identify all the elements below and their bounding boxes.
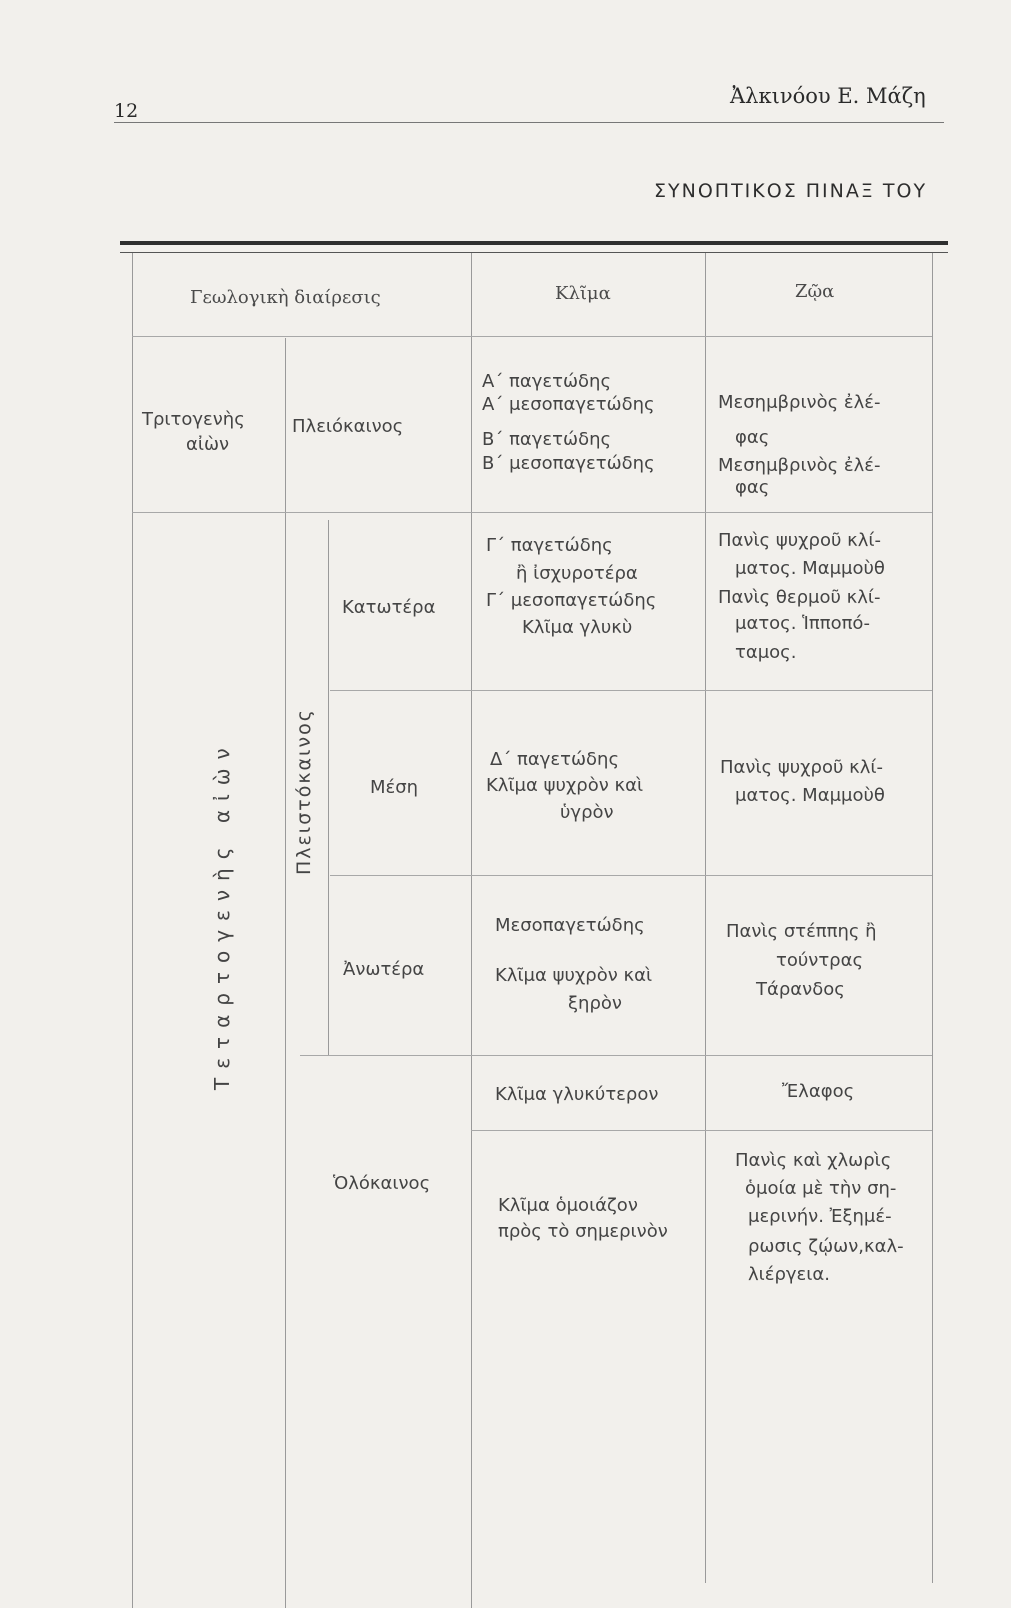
climate-line: Γ΄ μεσοπαγετώδης [486,590,657,611]
climate-line: Α΄ παγετώδης [482,371,612,392]
subperiod-lower: Κατωτέρα [342,597,436,618]
animals-line: λιέργεια. [748,1264,830,1285]
animals-line: Τάρανδος [756,979,845,1000]
grid-line [285,338,286,1608]
climate-line: Γ΄ παγετώδης [486,535,613,556]
climate-line: Μεσοπαγετώδης [495,915,645,936]
period-holocene: Ὁλόκαινος [333,1173,431,1194]
climate-line: ὑγρὸν [560,802,614,823]
era-tertiary-line1: Τριτογενὴς [142,409,245,430]
header-geology: Γεωλογικὴ διαίρεσις [190,287,381,308]
animals-line: ματος. Ἱπποπό- [735,613,870,634]
animals-line: Πανὶς στέππης ἢ [726,921,877,942]
animals-line: Μεσημβρινὸς ἐλέ- [718,392,881,413]
grid-line [328,520,329,1055]
table-top-thin-rule [120,252,948,253]
era-tertiary-line2: αἰὼν [186,434,230,455]
grid-line [132,512,932,513]
climate-line: ξηρὸν [568,993,622,1014]
grid-line [300,1055,932,1056]
header-climate: Κλῖμα [555,283,611,304]
climate-line: Δ΄ παγετώδης [490,749,620,770]
grid-line [932,253,933,1583]
climate-line: Β΄ μεσοπαγετώδης [482,453,655,474]
climate-line: Κλῖμα ψυχρὸν καὶ [486,775,644,796]
climate-line: πρὸς τὸ σημερινὸν [498,1221,668,1242]
table-top-rule [120,241,948,245]
period-pleistocene: Πλειστόκαινος [293,708,315,875]
animals-line: Πανὶς ψυχροῦ κλί- [720,757,883,778]
animals-line: Ἔλαφος [782,1081,855,1102]
animals-line: μερινήν. Ἐξημέ- [748,1206,892,1227]
climate-line: Β΄ παγετώδης [482,429,612,450]
subperiod-middle: Μέση [370,777,419,798]
grid-line [705,253,706,1583]
grid-line [330,690,932,691]
animals-line: Πανὶς θερμοῦ κλί- [718,587,881,608]
grid-line [471,1130,932,1131]
climate-line: Κλῖμα ὁμοιάζον [498,1195,638,1216]
animals-line: ματος. Μαμμοὺθ [735,558,885,579]
animals-line: Πανὶς ψυχροῦ κλί- [718,530,881,551]
climate-line: Κλῖμα γλυκὺ [522,617,633,638]
author-header: Ἀλκινόου Ε. Μάζη [730,84,926,108]
animals-line: τούντρας [776,950,864,971]
header-animals: Ζῷα [795,281,835,302]
grid-line [330,875,932,876]
table-title: ΣΥΝΟΠΤΙΚΟΣ ΠΙΝΑΞ ΤΟΥ [654,180,928,202]
animals-line: ματος. Μαμμοὺθ [735,785,885,806]
grid-line [132,336,932,337]
animals-line: Μεσημβρινὸς ἐλέ- [718,455,881,476]
grid-line [132,253,133,1608]
header-rule [114,122,944,123]
climate-line: Α΄ μεσοπαγετώδης [482,394,655,415]
animals-line: ταμος. [735,642,797,663]
animals-line: φας [735,477,770,498]
animals-line: ὁμοία μὲ τὴν ση- [745,1178,897,1199]
climate-line: Κλῖμα γλυκύτερον [495,1084,659,1105]
period-pliocene: Πλειόκαινος [292,416,404,437]
subperiod-upper: Ἀνωτέρα [343,959,425,980]
page-number: 12 [114,100,139,122]
climate-line: Κλῖμα ψυχρὸν καὶ [495,965,653,986]
grid-line [471,253,472,1608]
animals-line: ρωσις ζῴων,καλ- [748,1236,904,1257]
era-quaternary: Τεταρτογενὴς αἰὼν [210,739,234,1090]
animals-line: Πανὶς καὶ χλωρὶς [735,1150,892,1171]
animals-line: φας [735,427,770,448]
climate-line: ἢ ἰσχυροτέρα [516,563,638,584]
